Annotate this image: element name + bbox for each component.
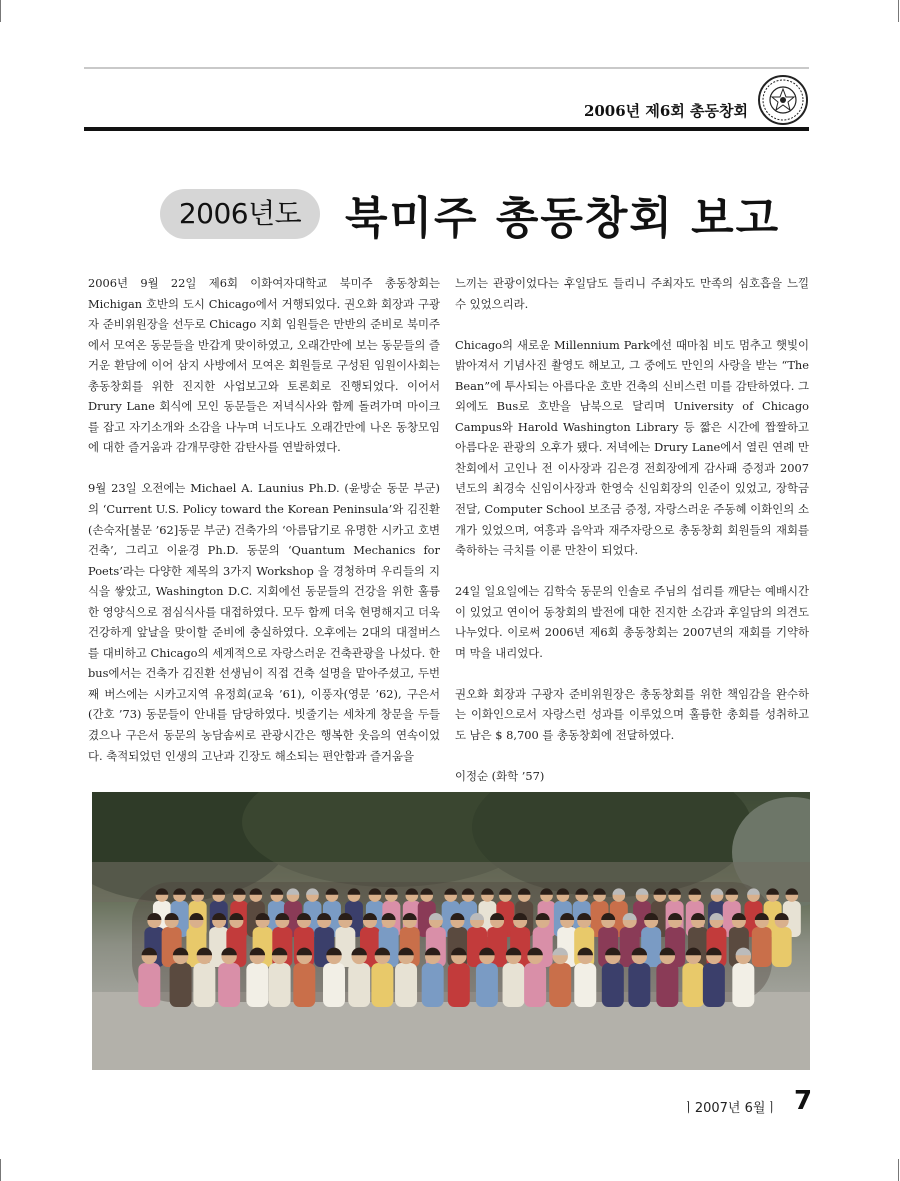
crop-mark	[898, 1159, 899, 1181]
paragraph: Chicago의 새로운 Millennium Park에선 때마침 비도 멈추고 햇빛이 밝아져서 기념사진 촬영도 해보고, 그 중에도 만인의 사랑을 받는 “The Bean”에 투사되는 아름다운 호반 건축의 신비스런 미를 감탄하였다. 그 외에도 Bus로 호반을 남북으로 달리며 University of Chicago Campus와 Harold Washington Library 등 짧은 시간에 짭짤하고 아름다운 관광의 오후가 됐다. 저녁에는 Drury Lane에서 열린 연례 만찬회에서 고인나 전 이사장과 김은경 전회장에게 감사패 증정과 2007년도의 최경숙 신임이사장과 한영숙 신임회장의 인준이 있었고, 장학금 전달, Computer School 보조금 증정, 자랑스러운 주동혜 이화인의 소개가 있었으며, 여흥과 음악과 재주자랑으로 총동창회 회원들의 재회를 축하하는 극치를 이룬 만찬이 되었다.	[455, 337, 809, 558]
header-top-rule	[84, 67, 809, 69]
header-bottom-rule	[84, 127, 809, 131]
paragraph: 9월 23일 오전에는 Michael A. Launius Ph.D. (윤방순 동문 부군)의 ‘Current U.S. Policy toward the Korean Peninsula’와 김진환(손숙자[불문 ’62]동문 부군) 건축가의 ‘아름답기로 유명한 시카고 호변 건축’, 그리고 이윤경 Ph.D. 동문의 ‘Quantum Mechanics for Poets’라는 다양한 제목의 3가지 Workshop 을 경청하며 우리들의 지식을 쌓았고, Washington D.C. 지회에선 동문들의 건강을 위한 훌륭한 영양식으로 점심식사를 대접하였다. 모두 함께 더욱 현명해지고 더욱 건강하게 앞날을 맞이할 준비에 충실하였다. 오후에는 2대의 대절버스를 대비하고 Chicago의 세계적으로 자랑스러운 건축관광을 나섰다. 한 bus에서는 건축가 김진환 선생님이 직접 건축 설명을 맡아주셨고, 두번째 버스에는 시카고지역 유정희(교육 ’61), 이풍자(영문 ’62), 구은서(간호 ’73) 동문들이 안내를 담당하였다. 빗줄기는 세차게 창문을 두들겼으나 구은서 동문의 농담솜씨로 관광시간은 행복한 웃음의 연속이었다. 축적되었던 인생의 고난과 긴장도 해소되는 편안함과 즐거움을	[88, 481, 440, 763]
paragraph: 24일 일요일에는 김학숙 동문의 인솔로 주님의 섭리를 깨닫는 예배시간이 있었고 연이어 동창회의 발전에 대한 진지한 소감과 후일담의 의견도 나누었다. 이로써 2006년 제6회 총동창회는 2007년의 재회를 기약하며 막을 내리었다.	[455, 584, 809, 660]
issue-date: ㅣ2007년 6월ㅣ	[682, 1101, 778, 1116]
crop-mark	[0, 1159, 1, 1181]
page-title: 북미주 총동창회 보고	[345, 193, 781, 244]
year-badge: 2006년도	[160, 189, 320, 239]
article-column-left	[88, 273, 440, 787]
section-title: 2006년 제6회 총동창회	[583, 102, 748, 120]
article-column-right	[455, 273, 809, 807]
page-number: 7	[794, 1086, 813, 1116]
paragraph: 2006년 9월 22일 제6회 이화여자대학교 북미주 총동창회는 Michigan 호반의 도시 Chicago에서 거행되었다. 권오화 회장과 구광자 준비위원장을 선두로 Chicago 지회 임원들은 만반의 준비로 북미주에서 모여온 동문들을 반갑게 맞이하였고, 오래간만에 보는 동문들의 즐거운 환담에 이어 삼지 사방에서 모여온 회원들로 구성된 임원이사회는 총동창회를 위한 진지한 사업보고와 토론회로 진행되었다. 이어서 Drury Lane 회식에 모인 동문들은 저녁식사와 함께 돌려가며 마이크를 잡고 자기소개와 소감을 나누며 너도나도 오래간만에 나온 동창모임에 대한 즐거움과 감개무량한 감탄사를 연발하였다.	[88, 276, 440, 455]
author-signature: 이정순 (화학 ’57)	[455, 769, 545, 784]
group-photo-illustration	[92, 792, 810, 1070]
crop-mark	[898, 0, 899, 22]
crop-mark	[0, 0, 1, 22]
paragraph: 느끼는 관광이었다는 후일담도 들리니 주최자도 만족의 심호흡을 느낄 수 있었으리라.	[455, 276, 809, 311]
group-photo	[92, 792, 810, 1070]
paragraph: 권오화 회장과 구광자 준비위원장은 총동창회를 위한 책임감을 완수하는 이화인으로서 자랑스런 성과를 이루었으며 훌륭한 총회를 성취하고도 남은 $ 8,700 를 총동창회에 전달하였다.	[455, 686, 809, 743]
university-seal-icon	[757, 74, 809, 126]
